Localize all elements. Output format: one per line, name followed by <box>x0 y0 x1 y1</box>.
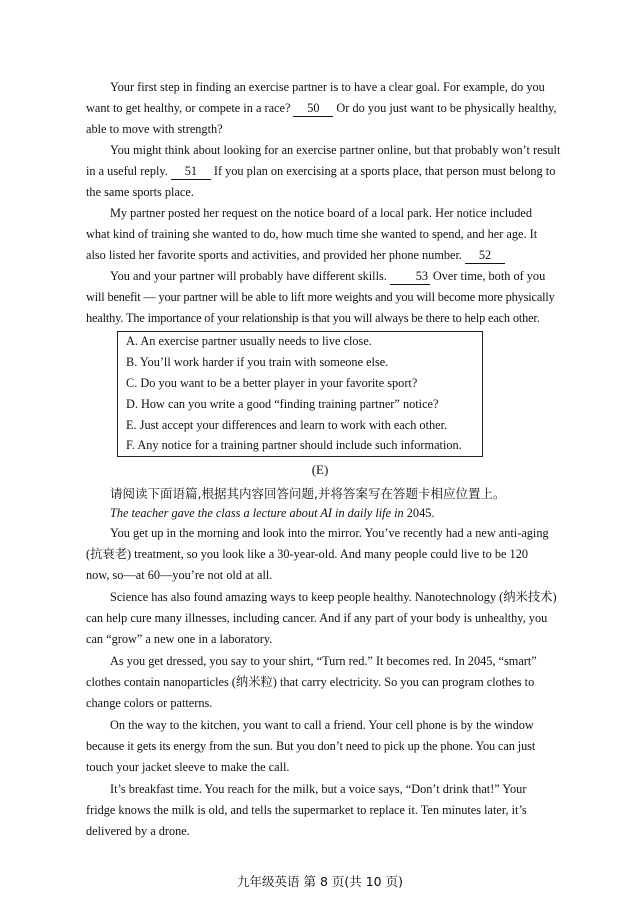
passage-e-paragraph-5 <box>86 779 556 842</box>
option-b: B. You’ll work harder if you train with someone else. <box>126 355 389 369</box>
text-fragment: also listed her favorite sports and activities, and provided her phone number. <box>86 248 462 262</box>
text-fragment: want to get healthy, or compete in a race? <box>86 101 291 115</box>
passage-e-paragraph-4 <box>86 715 556 778</box>
section-e-title: (E) <box>311 462 329 477</box>
text-fragment: in a useful reply. <box>86 164 168 178</box>
text-line: Your first step in finding an exercise partner is to have a clear goal. For example, do you <box>110 80 545 94</box>
text-line: able to move with strength? <box>86 122 223 136</box>
text-line: On the way to the kitchen, you want to call a friend. Your cell phone is by the window <box>110 718 534 732</box>
answer-blank-50[interactable]: 50 <box>293 101 333 117</box>
intro-text: The teacher gave the class a lecture about AI in daily life in <box>110 506 404 520</box>
answer-blank-52[interactable]: 52 <box>465 248 505 264</box>
passage-e-paragraph-1 <box>86 523 556 586</box>
passage-d-paragraph-3 <box>86 203 556 266</box>
text-line: It’s breakfast time. You reach for the milk, but a voice says, “Don’t drink that!” Your <box>110 782 527 796</box>
passage-d-paragraph-1 <box>86 77 556 140</box>
text-line: now, so—at 60—you’re not old at all. <box>86 568 273 582</box>
passage-d-paragraph-4 <box>86 266 556 329</box>
text-fragment: Or do you just want to be physically healthy, <box>336 101 557 115</box>
text-line: fridge knows the milk is old, and tells the supermarket to replace it. Ten minutes later, it’s <box>86 803 527 817</box>
answer-blank-51[interactable]: 51 <box>171 164 211 180</box>
answer-blank-53[interactable]: 53 <box>390 269 430 285</box>
option-a: A. An exercise partner usually needs to live close. <box>126 334 372 348</box>
text-fragment: If you plan on exercising at a sports place, that person must belong to <box>213 164 556 178</box>
text-line <box>86 161 556 182</box>
passage-e-paragraph-2 <box>86 587 556 650</box>
option-c: C. Do you want to be a better player in your favorite sport? <box>126 376 418 390</box>
option-f: F. Any notice for a training partner should include such information. <box>126 438 462 452</box>
text-line: delivered by a drone. <box>86 824 190 838</box>
text-line: touch your jacket sleeve to make the call. <box>86 760 290 774</box>
passage-e-paragraph-3 <box>86 651 556 714</box>
text-line: can “grow” a new one in a laboratory. <box>86 632 273 646</box>
intro-year: 2045. <box>406 506 435 520</box>
text-line: healthy. The importance of your relationship is that you will always be there to help each other. <box>86 311 540 325</box>
text-line: will benefit — your partner will be able to lift more weights and you will become more physically <box>86 290 555 304</box>
text-line: because it gets its energy from the sun. But you don’t need to pick up the phone. You can just <box>86 739 536 753</box>
options-box <box>117 331 483 457</box>
text-line: change colors or patterns. <box>86 696 213 710</box>
text-line: You might think about looking for an exercise partner online, but that probably won’t result <box>110 143 561 157</box>
section-e-instruction: 请阅读下面语篇,根据其内容回答问题,并将答案写在答题卡相应位置上。 <box>110 486 506 501</box>
text-line: the same sports place. <box>86 185 194 199</box>
text-line: what kind of training she wanted to do, how much time she wanted to spend, and her age. It <box>86 227 538 241</box>
passage-d-paragraph-2 <box>86 140 561 203</box>
text-line: (抗衰老) treatment, so you look like a 30-year-old. And many people could live to be 120 <box>86 547 528 561</box>
option-d: D. How can you write a good “finding training partner” notice? <box>126 397 439 411</box>
text-line <box>86 245 556 266</box>
option-e: E. Just accept your differences and learn to work with each other. <box>126 418 448 432</box>
section-e-intro <box>110 506 434 521</box>
text-line: My partner posted her request on the notice board of a local park. Her notice included <box>110 206 533 220</box>
page-footer: 九年级英语 第 8 页(共 10 页) <box>237 874 403 889</box>
text-line: You get up in the morning and look into the mirror. You’ve recently had a new anti-aging <box>110 526 549 540</box>
text-fragment: You and your partner will probably have different skills. <box>110 269 387 283</box>
text-line: can help cure many illnesses, including cancer. And if any part of your body is unhealthy, you <box>86 611 548 625</box>
text-line: As you get dressed, you say to your shirt, “Turn red.” It becomes red. In 2045, “smart” <box>110 654 537 668</box>
text-line <box>86 266 556 287</box>
text-line <box>86 98 556 119</box>
text-line: clothes contain nanoparticles (纳米粒) that carry electricity. So you can program clothes to <box>86 675 535 689</box>
text-line: Science has also found amazing ways to keep people healthy. Nanotechnology (纳米技术) <box>110 590 557 604</box>
text-fragment: Over time, both of you <box>432 269 546 283</box>
